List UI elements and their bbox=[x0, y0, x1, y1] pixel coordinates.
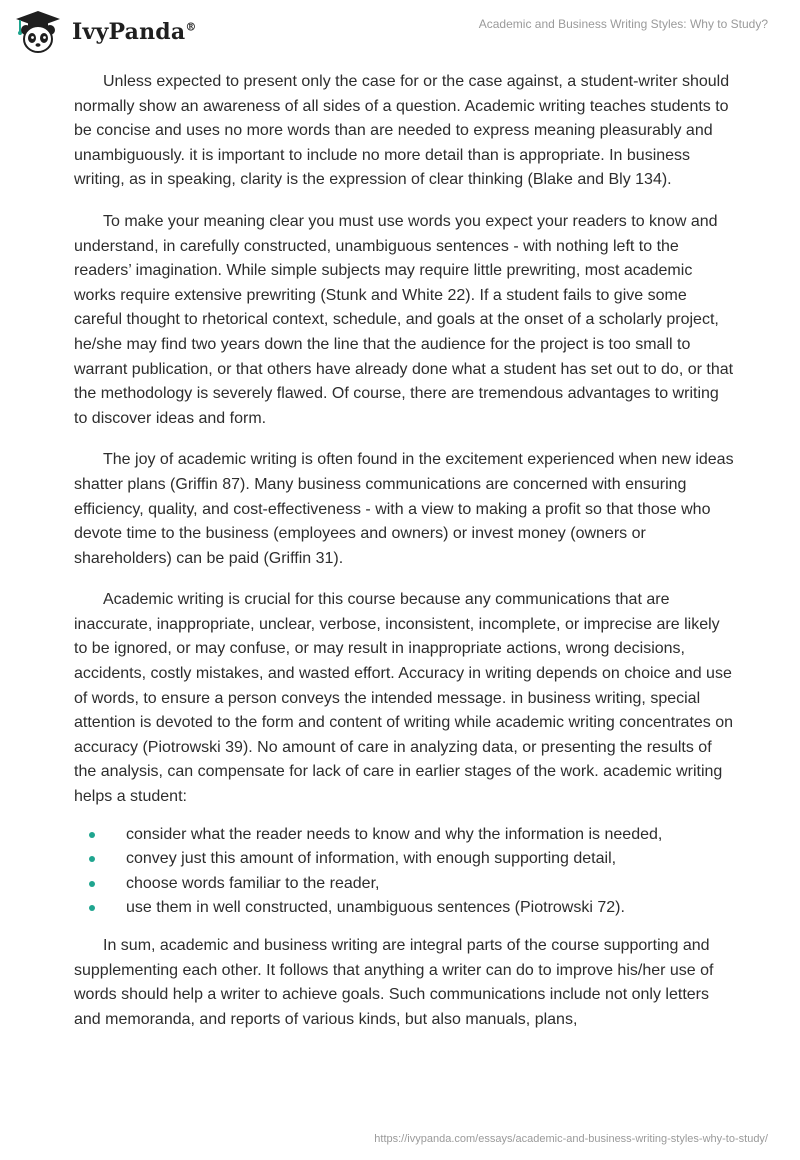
list-item bbox=[74, 847, 734, 872]
bullet-icon bbox=[89, 881, 95, 887]
list-item-text: choose words familiar to the reader, bbox=[126, 874, 380, 892]
paragraph: Unless expected to present only the case for or the case against, a student-writer should normally show an awareness of all sides of a question. Academic writing teaches students to be concise and uses no more words than are needed to express meaning pleasurably and unambiguously. it is important to include no more detail than is appropriate. In business writing, as in speaking, clarity is the expression of clear thinking (Blake and Bly 134). bbox=[74, 73, 730, 189]
list-item-text: consider what the reader needs to know and why the information is needed, bbox=[126, 825, 663, 843]
brand-name bbox=[72, 19, 197, 45]
list-item bbox=[74, 823, 734, 848]
paragraph: To make your meaning clear you must use words you expect your readers to know and understand, in carefully constructed, unambiguous sentences - with nothing left to the readers’ imagination. While simple subjects may require little prewriting, most academic works require extensive prewriting (Stunk and White 22). If a student fails to give some careful thought to rhetorical context, schedule, and goals at the onset of a scholarly project, he/she may find two years down the line that the audience for the project is too small to warrant publication, or that others have already done what a student has set out to do, or that the methodology is severely flawed. Of course, there are tremendous advantages to writing to discover ideas and form. bbox=[74, 212, 734, 427]
page-header bbox=[0, 0, 800, 70]
bullet-list bbox=[74, 823, 734, 921]
paragraph: Academic writing is crucial for this course because any communications that are inaccurate, inappropriate, unclear, verbose, inconsistent, incomplete, or imprecise are likely to be ignored, or may confuse, or may result in inappropriate actions, wrong decisions, accidents, costly mistakes, and wasted effort. Accuracy in writing depends on choice and use of words, to ensure a person conveys the intended message. in business writing, special attention is devoted to the form and content of writing while academic writing concentrates on accuracy (Piotrowski 39). No amount of care in analyzing data, or presenting the results of the analysis, can compensate for lack of care in earlier stages of the work. academic writing helps a student: bbox=[74, 591, 734, 806]
ivypanda-logo[interactable] bbox=[14, 10, 197, 54]
paragraph: In sum, academic and business writing are integral parts of the course supporting and supplementing each other. It follows that anything a writer can do to improve his/her use of words should help a writer to achieve goals. Such communications include not only letters and memoranda, and reports of various kinds, but also manuals, plans, bbox=[74, 937, 714, 1028]
bullet-icon bbox=[89, 905, 95, 911]
list-item-text: convey just this amount of information, with enough supporting detail, bbox=[126, 850, 617, 868]
bullet-icon bbox=[89, 832, 95, 838]
list-item bbox=[74, 896, 734, 921]
brand-name-text: IvyPanda bbox=[72, 19, 186, 45]
registered-mark: ® bbox=[185, 20, 197, 34]
list-item-text: use them in well constructed, unambiguous sentences (Piotrowski 72). bbox=[126, 899, 625, 917]
paragraph: The joy of academic writing is often found in the excitement experienced when new ideas shatter plans (Griffin 87). Many business communications are concerned with ensuring efficiency, quality, and cost-effectiveness - with a view to making a profit so that those who devote time to the business (employees and owners) or invest money (owners or shareholders) can be paid (Griffin 31). bbox=[74, 451, 734, 567]
essay-body bbox=[74, 70, 734, 1049]
document-title: Academic and Business Writing Styles: Why to Study? bbox=[478, 17, 768, 31]
source-url[interactable]: https://ivypanda.com/essays/academic-and-business-writing-styles-why-to-study/ bbox=[374, 1133, 768, 1145]
panda-graduate-icon bbox=[14, 10, 62, 54]
bullet-icon bbox=[89, 856, 95, 862]
list-item bbox=[74, 872, 734, 897]
